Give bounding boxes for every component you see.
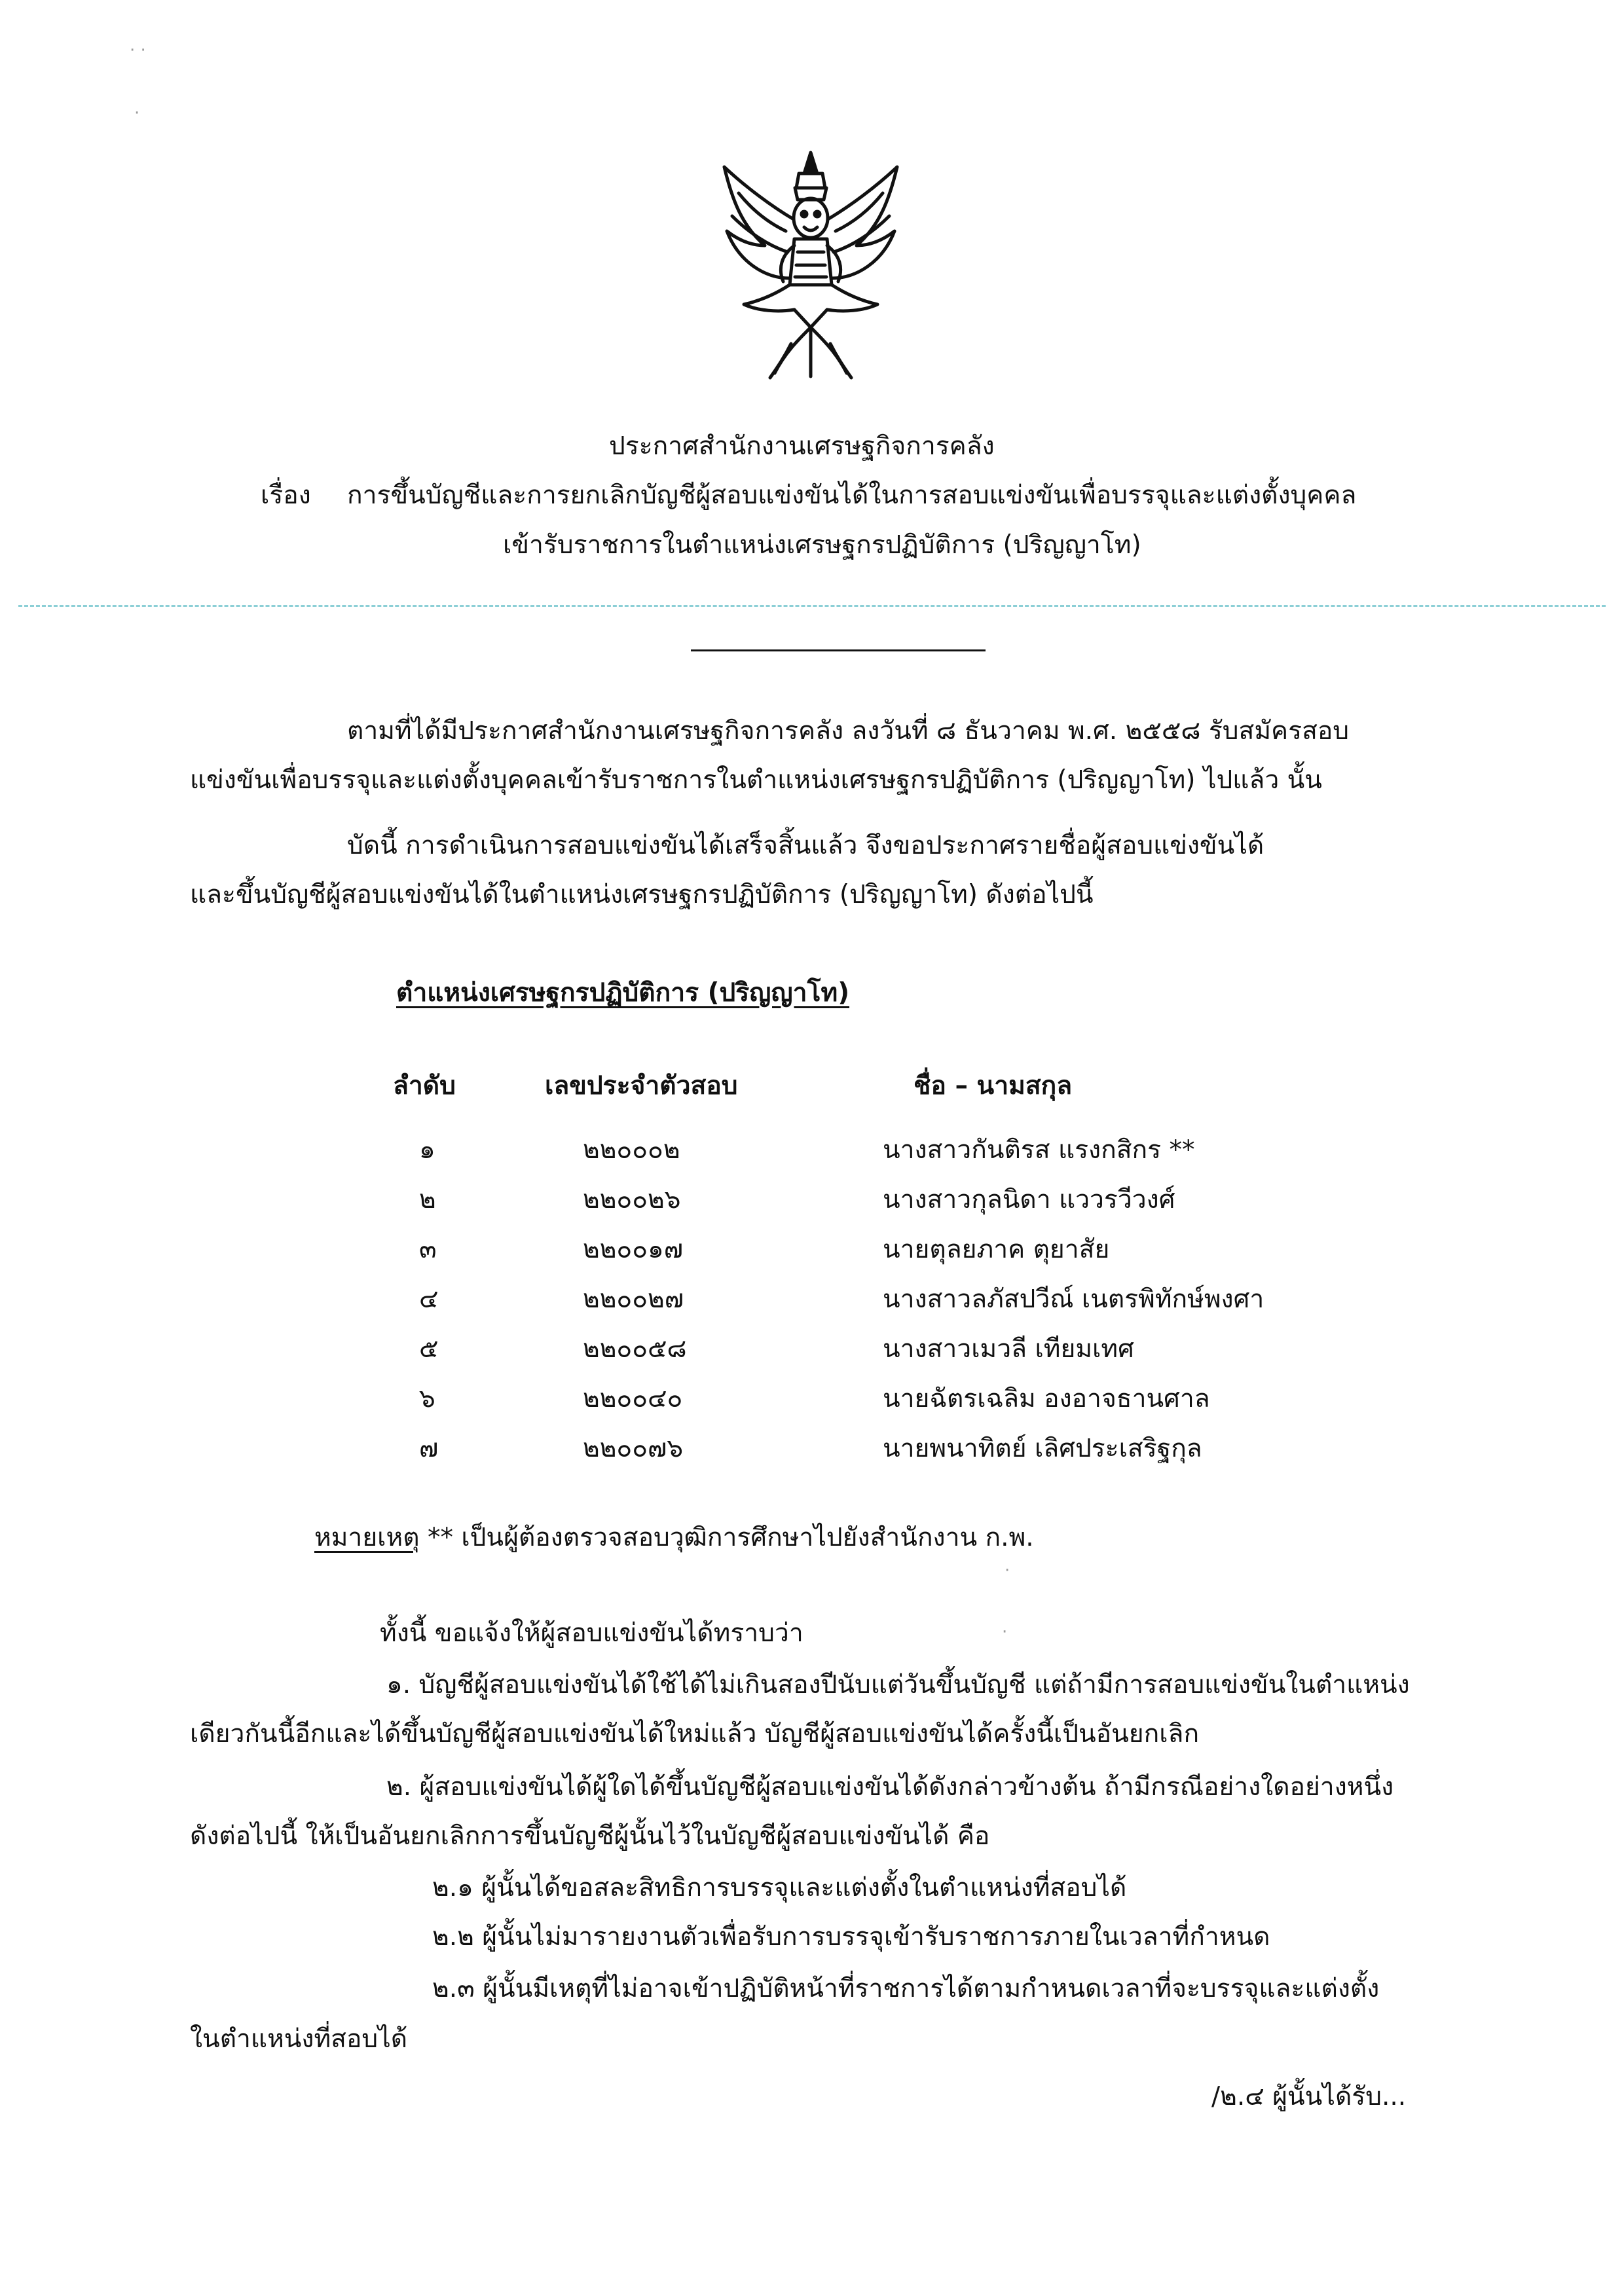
column-header-name: ชื่อ – นามสกุล <box>913 1071 1073 1101</box>
row-order: ๑ <box>419 1135 435 1165</box>
table-row <box>0 1133 1624 1172</box>
subject-label: เรื่อง <box>261 481 311 510</box>
row-order: ๗ <box>419 1434 439 1463</box>
row-exam-id: ๒๒๐๐๒๖ <box>583 1185 681 1214</box>
row-name: นางสาวเมวลี เทียมเทศ <box>883 1334 1134 1364</box>
notice-intro: ทั้งนี้ ขอแจ้งให้ผู้สอบแข่งขันได้ทราบว่า <box>380 1618 803 1648</box>
table-row <box>0 1182 1624 1222</box>
row-exam-id: ๒๒๐๐๔๐ <box>583 1384 683 1413</box>
row-name: นางสาวกุลนิดา แววรวีวงศ์ <box>883 1185 1175 1214</box>
page-continuation: /๒.๔ ผู้นั้นได้รับ... <box>1211 2082 1407 2111</box>
intro-paragraph-2-line-1: บัดนี้ การดำเนินการสอบแข่งขันได้เสร็จสิ้นแล้ว จึงขอประกาศรายชื่อผู้สอบแข่งขันได้ <box>347 831 1264 860</box>
subject-line-2: เข้ารับราชการในตำแหน่งเศรษฐกรปฏิบัติการ (ปริญญาโท) <box>503 530 1141 560</box>
notice-item-2-3-line-1: ๒.๓ ผู้นั้นมีเหตุที่ไม่อาจเข้าปฏิบัติหน้าที่ราชการได้ตามกำหนดเวลาที่จะบรรจุและแต่งตั้ง <box>432 1974 1380 2003</box>
header-dashed-separator <box>18 605 1606 607</box>
intro-paragraph-2-line-2: และขึ้นบัญชีผู้สอบแข่งขันได้ในตำแหน่งเศรษฐกรปฏิบัติการ (ปริญญาโท) ดังต่อไปนี้ <box>190 880 1094 909</box>
row-order: ๒ <box>419 1185 436 1214</box>
row-exam-id: ๒๒๐๐๑๗ <box>583 1235 684 1264</box>
notice-item-2-line-1: ๒. ผู้สอบแข่งขันได้ผู้ใดได้ขึ้นบัญชีผู้สอบแข่งขันได้ดังกล่าวข้างต้น ถ้ามีกรณีอย่างใดอย่างหนึ่ง <box>386 1772 1394 1802</box>
remark <box>314 1520 1034 1556</box>
table-row <box>0 1332 1624 1371</box>
row-name: นายพนาทิตย์ เลิศประเสริฐกุล <box>883 1434 1202 1463</box>
row-order: ๔ <box>419 1285 439 1314</box>
row-order: ๓ <box>419 1235 437 1264</box>
row-name: นางสาวกันติรส แรงกสิกร ** <box>883 1135 1195 1165</box>
row-order: ๕ <box>419 1334 439 1364</box>
table-row <box>0 1381 1624 1421</box>
row-exam-id: ๒๒๐๐๒๗ <box>583 1285 684 1314</box>
column-header-exam-id: เลขประจำตัวสอบ <box>545 1071 738 1101</box>
column-header-order: ลำดับ <box>393 1071 456 1101</box>
intro-paragraph-1-line-1: ตามที่ได้มีประกาศสำนักงานเศรษฐกิจการคลัง ลงวันที่ ๘ ธันวาคม พ.ศ. ๒๕๕๘ รับสมัครสอบ <box>347 716 1350 746</box>
remark-label: หมายเหตุ <box>314 1523 420 1552</box>
row-exam-id: ๒๒๐๐๐๒ <box>583 1135 680 1165</box>
row-exam-id: ๒๒๐๐๗๖ <box>583 1434 684 1463</box>
subject-line-1: การขึ้นบัญชีและการยกเลิกบัญชีผู้สอบแข่งขันได้ในการสอบแข่งขันเพื่อบรรจุและแต่งตั้งบุคคล <box>347 481 1357 510</box>
position-heading: ตำแหน่งเศรษฐกรปฏิบัติการ (ปริญญาโท) <box>396 978 850 1008</box>
announcement-title: ประกาศสำนักงานเศรษฐกิจการคลัง <box>609 431 995 461</box>
row-name: นายฉัตรเฉลิม องอาจธานศาล <box>883 1384 1210 1413</box>
scan-mark: · <box>1002 1622 1008 1642</box>
scan-mark: · · <box>130 41 146 60</box>
scan-mark: · <box>1005 1561 1010 1580</box>
row-order: ๖ <box>419 1384 435 1413</box>
table-row <box>0 1431 1624 1470</box>
notice-item-2-2: ๒.๒ ผู้นั้นไม่มารายงานตัวเพื่อรับการบรรจุเข้ารับราชการภายในเวลาที่กำหนด <box>432 1922 1270 1952</box>
row-name: นางสาวลภัสปวีณ์ เนตรพิทักษ์พงศา <box>883 1285 1264 1314</box>
table-row <box>0 1232 1624 1271</box>
table-row <box>0 1282 1624 1321</box>
remark-text: ** เป็นผู้ต้องตรวจสอบวุฒิการศึกษาไปยังสำนักงาน ก.พ. <box>427 1523 1034 1552</box>
notice-item-1-line-2: เดียวกันนี้อีกและได้ขึ้นบัญชีผู้สอบแข่งขันได้ใหม่แล้ว บัญชีผู้สอบแข่งขันได้ครั้งนี้เป็นอันยกเลิก <box>190 1719 1200 1749</box>
notice-item-1-line-1: ๑. บัญชีผู้สอบแข่งขันได้ใช้ได้ไม่เกินสองปีนับแต่วันขึ้นบัญชี แต่ถ้ามีการสอบแข่งขันในตำแหน่ง <box>386 1670 1410 1700</box>
row-exam-id: ๒๒๐๐๕๘ <box>583 1334 687 1364</box>
intro-paragraph-1-line-2: แข่งขันเพื่อบรรจุและแต่งตั้งบุคคลเข้ารับราชการในตำแหน่งเศรษฐกรปฏิบัติการ (ปริญญาโท) ไปแล้ว นั้น <box>190 765 1322 795</box>
scan-mark: · <box>134 103 140 123</box>
notice-item-2-line-2: ดังต่อไปนี้ ให้เป็นอันยกเลิกการขึ้นบัญชีผู้นั้นไว้ในบัญชีผู้สอบแข่งขันได้ คือ <box>190 1821 990 1851</box>
notice-item-2-3-line-2: ในตำแหน่งที่สอบได้ <box>190 2024 408 2054</box>
notice-item-2-1: ๒.๑ ผู้นั้นได้ขอสละสิทธิการบรรจุและแต่งตั้งในตำแหน่งที่สอบได้ <box>432 1873 1127 1903</box>
garuda-emblem-icon <box>712 147 909 383</box>
header-rule <box>691 649 986 651</box>
row-name: นายตุลยภาค ตุยาสัย <box>883 1235 1110 1264</box>
